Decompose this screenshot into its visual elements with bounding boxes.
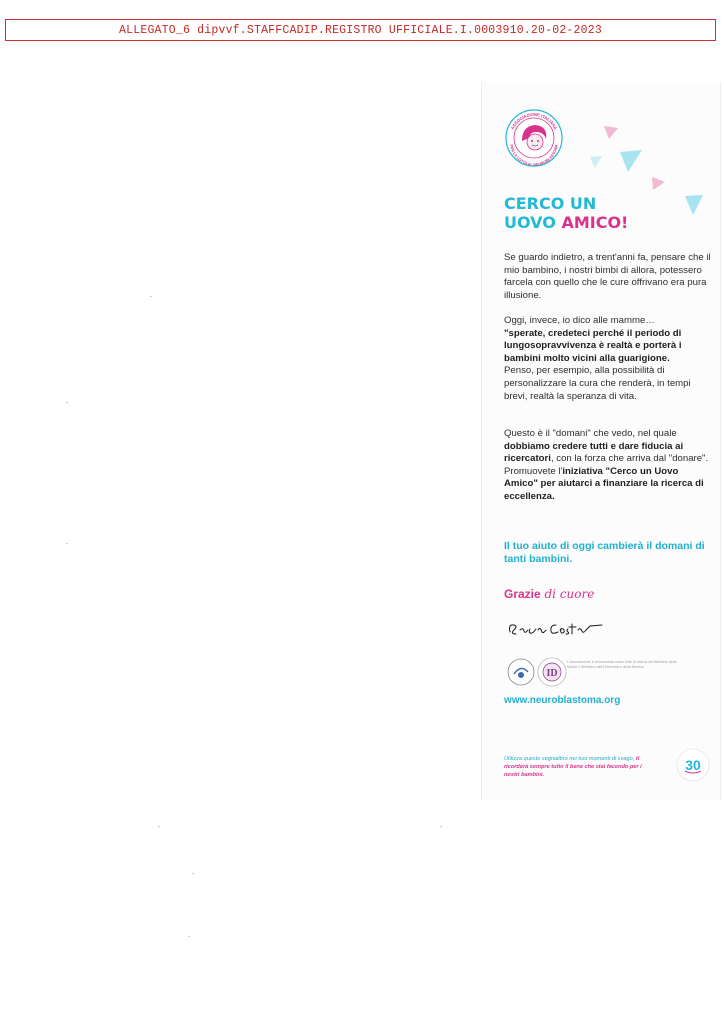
svg-text:ASSOCIAZIONE ITALIANA: ASSOCIAZIONE ITALIANA <box>509 111 559 131</box>
note-a: Utilizza questo segnalibro nei tuoi momenti di svago, <box>504 756 636 762</box>
decorative-triangle-icon <box>589 155 603 169</box>
svg-text:30: 30 <box>685 757 701 773</box>
p3-b: dobbiamo credere tutti e dare fiducia ai ricercatori <box>504 440 684 465</box>
p2-rest: Penso, per esempio, alla possibilità di personalizzare la cura che renderà, in tempi brevi, realtà la speranza di vita. <box>504 365 691 402</box>
scan-speck <box>66 402 68 403</box>
thanks-script: di cuore <box>540 587 595 601</box>
p3-e: iniziativa "Cerco un Uovo Amico" per aiutarci a finanziare la ricerca di eccellenza. <box>504 465 704 502</box>
decorative-triangle-icon <box>618 148 644 174</box>
p3-c: , con la forza che arriva dal "donare". <box>550 453 709 465</box>
scan-speck <box>66 543 68 544</box>
decorative-triangle-icon <box>602 124 620 142</box>
title-line-2a: UOVO <box>504 213 562 232</box>
partner-text: L'Associazione è riconosciuta come ente di ricerca da Ministero della Salute e Ministero dell'Università e della Ricerca <box>567 660 677 669</box>
p2-quote: "sperate, credeteci perché il periodo di lungosopravvivenza è realtà e porterà i bambini molto vicini alla guarigione. <box>504 327 682 364</box>
anniversary-badge <box>676 748 710 782</box>
svg-text:PER LA LOTTA AL NEUROBLASTOMA: PER LA LOTTA AL NEUROBLASTOMA <box>509 144 559 168</box>
association-logo <box>504 108 564 168</box>
bookmark-note <box>504 755 654 779</box>
scan-speck <box>188 936 190 937</box>
handwritten-signature <box>506 616 606 640</box>
quote-paragraph <box>504 315 714 403</box>
thanks-line <box>504 587 594 601</box>
decorative-triangle-icon <box>650 176 666 192</box>
intro-paragraph: Se guardo indietro, a trent'anni fa, pensare che il mio bambino, i nostri bimbi di allora, potessero farcela con quello che le cure offrivano era pura illusione. <box>504 252 711 301</box>
scan-speck <box>192 873 194 874</box>
website-link[interactable]: www.neuroblastoma.org <box>504 695 621 706</box>
decorative-triangle-icon <box>684 194 704 216</box>
scan-speck <box>158 826 160 827</box>
note-b: ti ricorderà sempre tutto il bene che stai facendo per i nostri bambini. <box>504 756 642 778</box>
svg-text:ID: ID <box>546 668 558 679</box>
domani-paragraph <box>504 428 714 504</box>
protocol-stamp: ALLEGATO_6 dipvvf.STAFFCADIP.REGISTRO UFFICIALE.I.0003910.20-02-2023 <box>5 19 716 41</box>
bookmark-leaflet <box>481 82 721 800</box>
call-to-action: Il tuo aiuto di oggi cambierà il domani di tanti bambini. <box>504 540 705 565</box>
leaflet-title <box>504 194 628 232</box>
title-line-1: CERCO UN <box>504 194 597 213</box>
scan-speck <box>440 826 442 827</box>
p2-intro: Oggi, invece, io dico alle mamme… <box>504 315 655 326</box>
thanks-bold: Grazie <box>504 587 541 601</box>
p3-d: Promuovete l' <box>504 465 563 477</box>
p3-a: Questo è il "domani" che vedo, nel quale <box>504 428 677 439</box>
scan-speck <box>150 296 152 297</box>
title-line-2b: AMICO! <box>561 213 629 232</box>
